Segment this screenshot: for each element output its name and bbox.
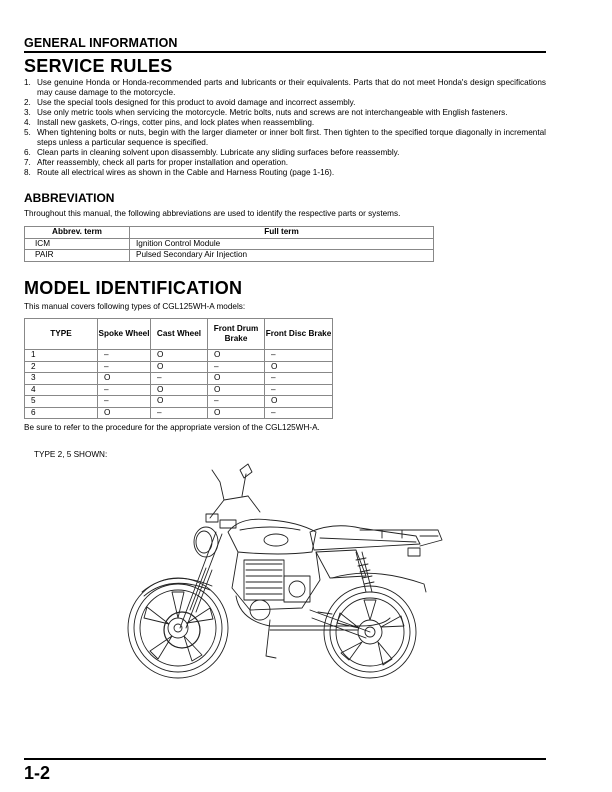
table-cell: –: [98, 361, 151, 373]
model-identification-title: MODEL IDENTIFICATION: [24, 278, 243, 298]
table-cell: –: [151, 373, 208, 385]
column-header: Spoke Wheel: [98, 319, 151, 350]
column-header: Full term: [130, 227, 434, 239]
motorcycle-illustration: [120, 460, 450, 690]
table-cell: –: [208, 361, 265, 373]
table-cell: PAIR: [25, 250, 130, 262]
table-cell: O: [151, 384, 208, 396]
table-cell: –: [265, 407, 333, 419]
table-cell: O: [151, 396, 208, 408]
service-rules-list: [24, 78, 546, 178]
table-row: [25, 238, 434, 250]
column-header: Cast Wheel: [151, 319, 208, 350]
service-rules-title: SERVICE RULES: [24, 56, 173, 76]
table-header-row: [25, 227, 434, 239]
abbreviation-intro: Throughout this manual, the following abbreviations are used to identify the respective parts or systems.: [24, 209, 401, 218]
footer-rule: [24, 758, 546, 760]
table-cell: –: [208, 396, 265, 408]
column-header: Front Disc Brake: [265, 319, 333, 350]
column-header: TYPE: [25, 319, 98, 350]
table-row: [25, 350, 333, 362]
table-cell: 6: [25, 407, 98, 419]
table-cell: O: [208, 384, 265, 396]
fuel-tank: [228, 519, 316, 554]
column-header: Abbrev. term: [25, 227, 130, 239]
table-cell: 4: [25, 384, 98, 396]
table-cell: –: [98, 384, 151, 396]
table-row: [25, 396, 333, 408]
table-cell: 2: [25, 361, 98, 373]
page-number: 1-2: [24, 763, 51, 783]
list-item: 1. Use genuine Honda or Honda-recommended parts and lubricants or their equivalents. Parts that do not meet Honda's design specifications may cause damage to the motorcycle.: [24, 78, 546, 97]
table-cell: –: [265, 350, 333, 362]
table-cell: 5: [25, 396, 98, 408]
table-cell: O: [151, 361, 208, 373]
table-row: [25, 361, 333, 373]
table-cell: 3: [25, 373, 98, 385]
taillight: [408, 548, 420, 556]
table-cell: O: [208, 350, 265, 362]
abbreviation-title: ABBREVIATION: [24, 191, 115, 205]
table-row: [25, 407, 333, 419]
table-cell: –: [151, 407, 208, 419]
table-cell: O: [208, 373, 265, 385]
table-cell: O: [265, 396, 333, 408]
table-row: [25, 373, 333, 385]
list-item: 6. Clean parts in cleaning solvent upon disassembly. Lubricate any sliding surfaces before reassembly.: [24, 148, 400, 157]
model-type-table: [24, 318, 333, 419]
figure-caption: TYPE 2, 5 SHOWN:: [34, 450, 108, 459]
table-cell: ICM: [25, 238, 130, 250]
abbreviation-table: [24, 226, 434, 262]
model-note: Be sure to refer to the procedure for the appropriate version of the CGL125WH-A.: [24, 423, 320, 432]
list-item: 8. Route all electrical wires as shown in the Cable and Harness Routing (page 1-16).: [24, 168, 335, 177]
rear-rack: [360, 530, 442, 546]
header-rule: [24, 51, 546, 53]
table-cell: –: [98, 350, 151, 362]
list-item: 2. Use the special tools designed for this product to avoid damage and incorrect assembly.: [24, 98, 356, 107]
table-cell: –: [265, 373, 333, 385]
table-cell: O: [98, 373, 151, 385]
section-header: GENERAL INFORMATION: [24, 36, 178, 50]
model-identification-intro: This manual covers following types of CGL125WH-A models:: [24, 302, 246, 311]
table-cell: –: [265, 384, 333, 396]
table-cell: O: [265, 361, 333, 373]
list-item: 5. When tightening bolts or nuts, begin with the larger diameter or inner bolt first. Then tighten to the specified torque diagonally in incremental steps unless a particular sequence is specified.: [24, 128, 546, 147]
table-cell: 1: [25, 350, 98, 362]
table-cell: Pulsed Secondary Air Injection: [130, 250, 434, 262]
table-cell: –: [98, 396, 151, 408]
table-cell: Ignition Control Module: [130, 238, 434, 250]
table-header-row: [25, 319, 333, 350]
list-item: 4. Install new gaskets, O-rings, cotter pins, and lock plates when reassembling.: [24, 118, 315, 127]
table-cell: O: [208, 407, 265, 419]
list-item: 7. After reassembly, check all parts for proper installation and operation.: [24, 158, 289, 167]
list-item: 3. Use only metric tools when servicing the motorcycle. Metric bolts, nuts and screws are not interchangeable with English fasteners.: [24, 108, 508, 117]
table-cell: O: [151, 350, 208, 362]
rear-fender: [332, 573, 426, 592]
table-row: [25, 384, 333, 396]
front-wheel: [128, 578, 228, 678]
table-cell: O: [98, 407, 151, 419]
column-header: Front Drum Brake: [208, 319, 265, 350]
table-row: [25, 250, 434, 262]
